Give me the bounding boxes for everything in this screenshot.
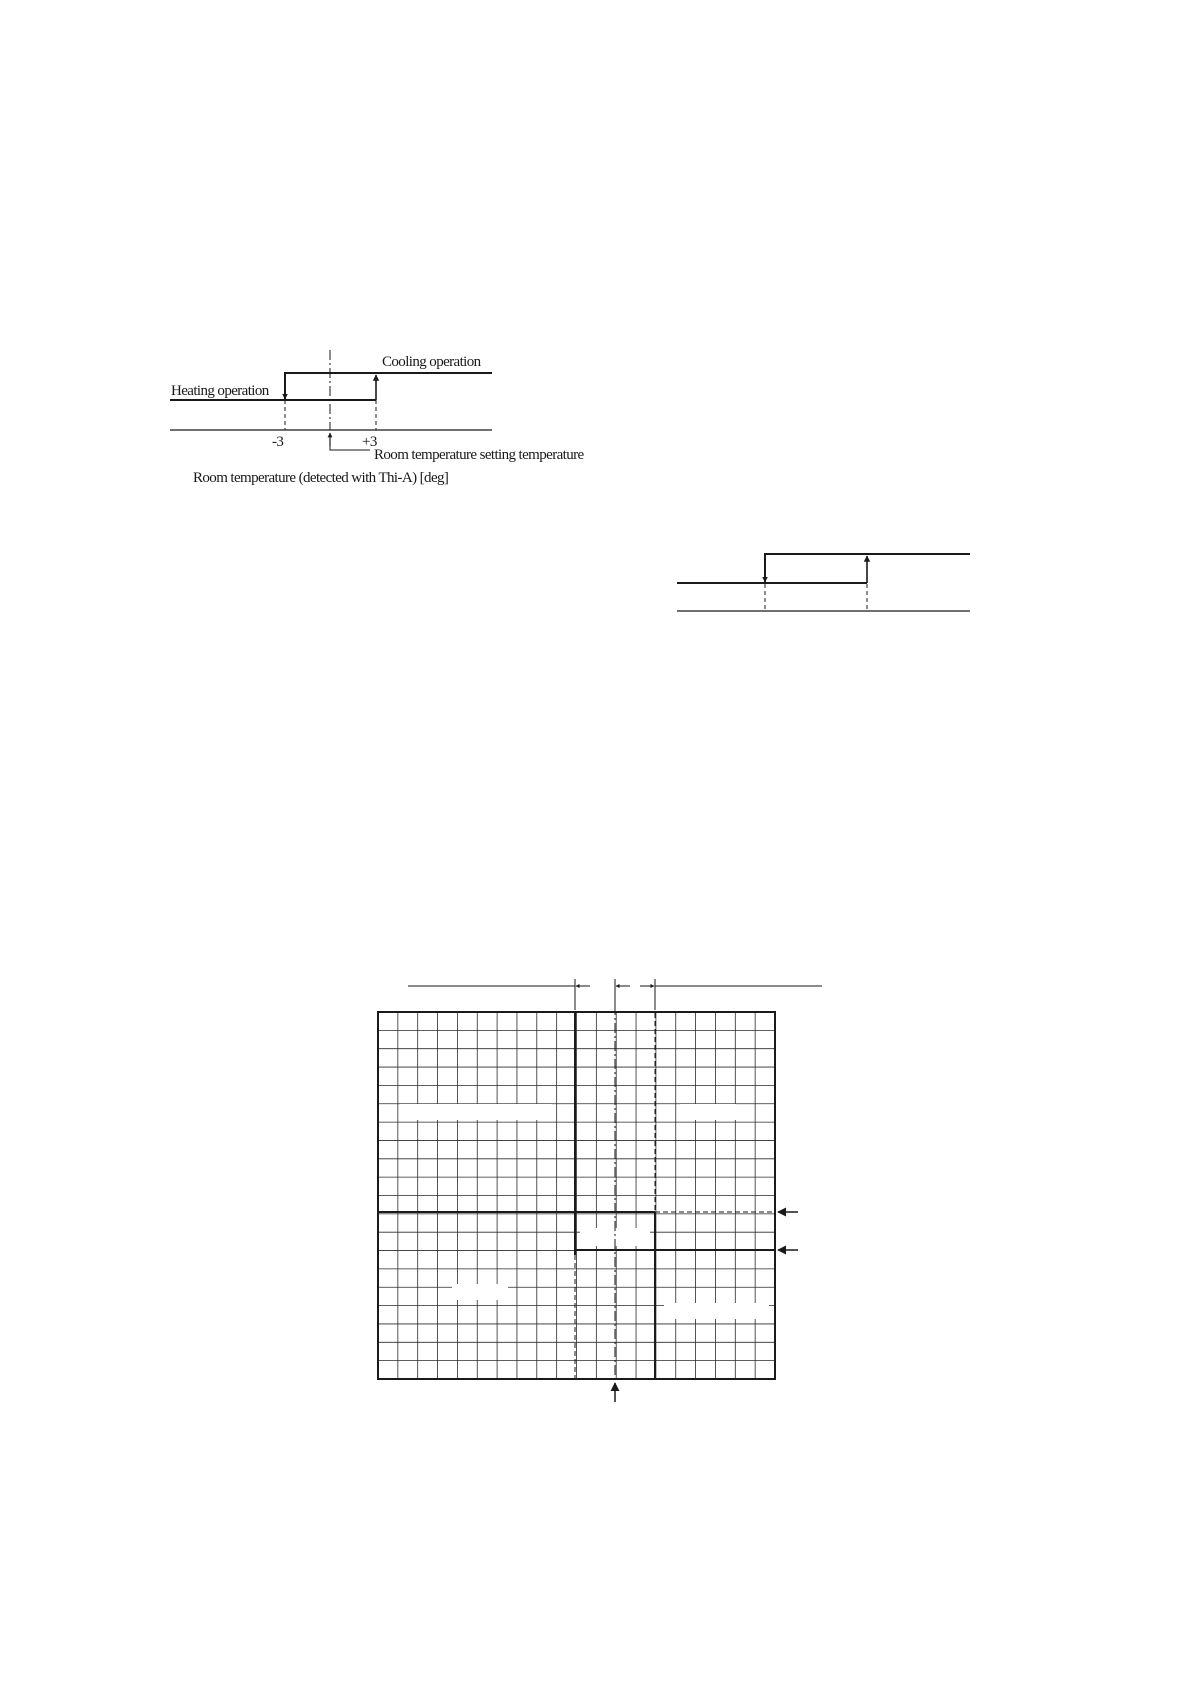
heating-operation-label: Heating operation bbox=[171, 383, 269, 399]
axis-caption-label: Room temperature (detected with Thi-A) [deg] bbox=[193, 470, 449, 486]
cooling-operation-label: Cooling operation bbox=[382, 354, 481, 370]
heat-cool-changeover-diagram bbox=[170, 350, 585, 486]
cooling-level-line bbox=[285, 373, 492, 400]
grid-lines bbox=[378, 1012, 775, 1379]
blank-label-area-lower-right bbox=[664, 1303, 769, 1319]
tick-minus-label: -3 bbox=[272, 434, 284, 450]
blank-label-area-upper-left bbox=[400, 1104, 552, 1120]
setting-temperature-label: Room temperature setting temperature bbox=[374, 447, 584, 463]
tick-plus-label: +3 bbox=[362, 434, 377, 450]
control-zone-grid-diagram bbox=[378, 979, 822, 1402]
secondary-hysteresis-diagram bbox=[677, 554, 970, 611]
blank-label-area-upper-right bbox=[680, 1104, 736, 1120]
blank-label-area-lower-left bbox=[452, 1284, 508, 1300]
